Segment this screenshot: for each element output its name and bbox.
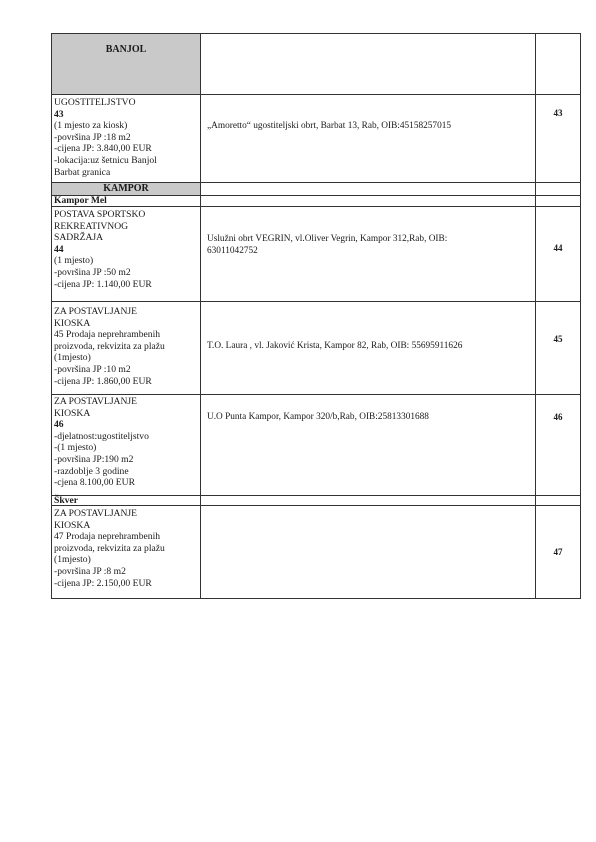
empty-cell [201,183,536,195]
empty-cell [201,34,536,94]
number-cell: 43 [553,108,563,118]
tenant-cell [201,95,536,182]
entry-text-line: SADRŽAJA [54,232,104,244]
empty-cell [201,196,536,206]
empty-cell [536,196,580,206]
entry-text-line: (1 mjesto) [54,255,94,267]
entry-text-line: Barbat granica [54,166,111,178]
number-cell: 47 [553,547,563,557]
entry-text-line: -cijena JP: 2.150,00 EUR [54,577,152,589]
entry-text-line: UGOSTITELJSTVO [54,97,136,108]
section-header-banjol: BANJOL [52,34,201,94]
section-row-banjol [52,34,580,95]
number-cell: 44 [553,243,563,253]
entry-text-line: REKREATIVNOG [54,220,129,232]
tenant-cell [201,302,536,394]
tenant-name: T.O. Laura , vl. Jaković Krista, Kampor 82, Rab, OIB: 55695911626 [207,341,463,351]
entry-text-line: POSTAVA SPORTSKO [54,209,146,220]
entry-text-line: (1mjesto) [54,554,91,566]
subsection-header: Škver [52,496,201,505]
entry-text-line: -cijena JP: 1.140,00 EUR [54,278,152,290]
tenant-cell [201,506,536,598]
entry-text-line: -cijena JP: 3.840,00 EUR [54,143,152,155]
section-header-kampor: KAMPOR [52,183,201,195]
entry-text-line: 47 Prodaja neprehrambenih [54,531,161,543]
entry-text-line: proizvoda, rekvizita za plažu [54,542,165,554]
section-row-kampor [52,183,580,196]
entry-text-line: KIOSKA [54,519,91,531]
empty-cell [536,183,580,195]
entry-text-line: ZA POSTAVLJANJE [54,306,138,317]
entry-text-line: ZA POSTAVLJANJE [54,396,138,407]
subsection-header: Kampor Mel [52,196,201,206]
entry-text-line: -cjena 8.100,00 EUR [54,477,135,489]
entry-text-line: -površina JP :10 m2 [54,363,131,375]
entry-text-line: -cijena JP: 1.860,00 EUR [54,375,152,387]
entry-text-line: KIOSKA [54,317,91,329]
entry-text-line: -lokacija:uz šetnicu Banjol [54,154,157,166]
concession-table [51,33,581,599]
entry-text-line: proizvoda, rekvizita za plažu [54,340,165,352]
table-row [52,302,580,395]
table-row [52,207,580,302]
table-row [52,395,580,496]
entry-text-line: (1mjesto) [54,352,91,364]
entry-number: 43 [54,108,64,120]
table-row [52,506,580,598]
entry-text-line: -djelatnost:ugostiteljstvo [54,430,149,442]
subsection-row-skver [52,496,580,506]
table-row [52,95,580,183]
entry-text-line: -(1 mjesto) [54,442,97,454]
number-cell: 45 [553,334,563,344]
empty-cell [536,34,580,94]
entry-description [52,95,201,182]
tenant-name: „Amoretto“ ugostiteljski obrt, Barbat 13, Rab, OIB:45158257015 [207,121,452,131]
entry-text-line: (1 mjesto za kiosk) [54,120,128,132]
tenant-cell [201,207,536,301]
entry-description [52,506,201,598]
subsection-row-kampor-mel [52,196,580,207]
entry-text-line: -površina JP :18 m2 [54,131,131,143]
entry-text-line: 45 Prodaja neprehrambenih [54,329,161,341]
entry-number: 44 [54,243,64,255]
tenant-cell [201,395,536,495]
entry-text-line: -površina JP :8 m2 [54,565,126,577]
tenant-name: Uslužni obrt VEGRIN, vl.Oliver Vegrin, Kampor 312,Rab, OIB: [207,234,448,244]
entry-number: 46 [54,419,64,431]
number-cell: 46 [553,412,563,422]
tenant-name: U.O Punta Kampor, Kampor 320/b,Rab, OIB:25813301688 [207,412,429,422]
tenant-name: 63011042752 [207,246,258,256]
entry-text-line: ZA POSTAVLJANJE [54,508,138,519]
empty-cell [536,496,580,505]
entry-description [52,302,201,394]
entry-text-line: -površina JP:190 m2 [54,453,134,465]
empty-cell [201,496,536,505]
entry-text-line: -razdoblje 3 godine [54,465,129,477]
entry-description [52,395,201,495]
entry-description [52,207,201,301]
entry-text-line: KIOSKA [54,407,91,419]
entry-text-line: -površina JP :50 m2 [54,266,131,278]
